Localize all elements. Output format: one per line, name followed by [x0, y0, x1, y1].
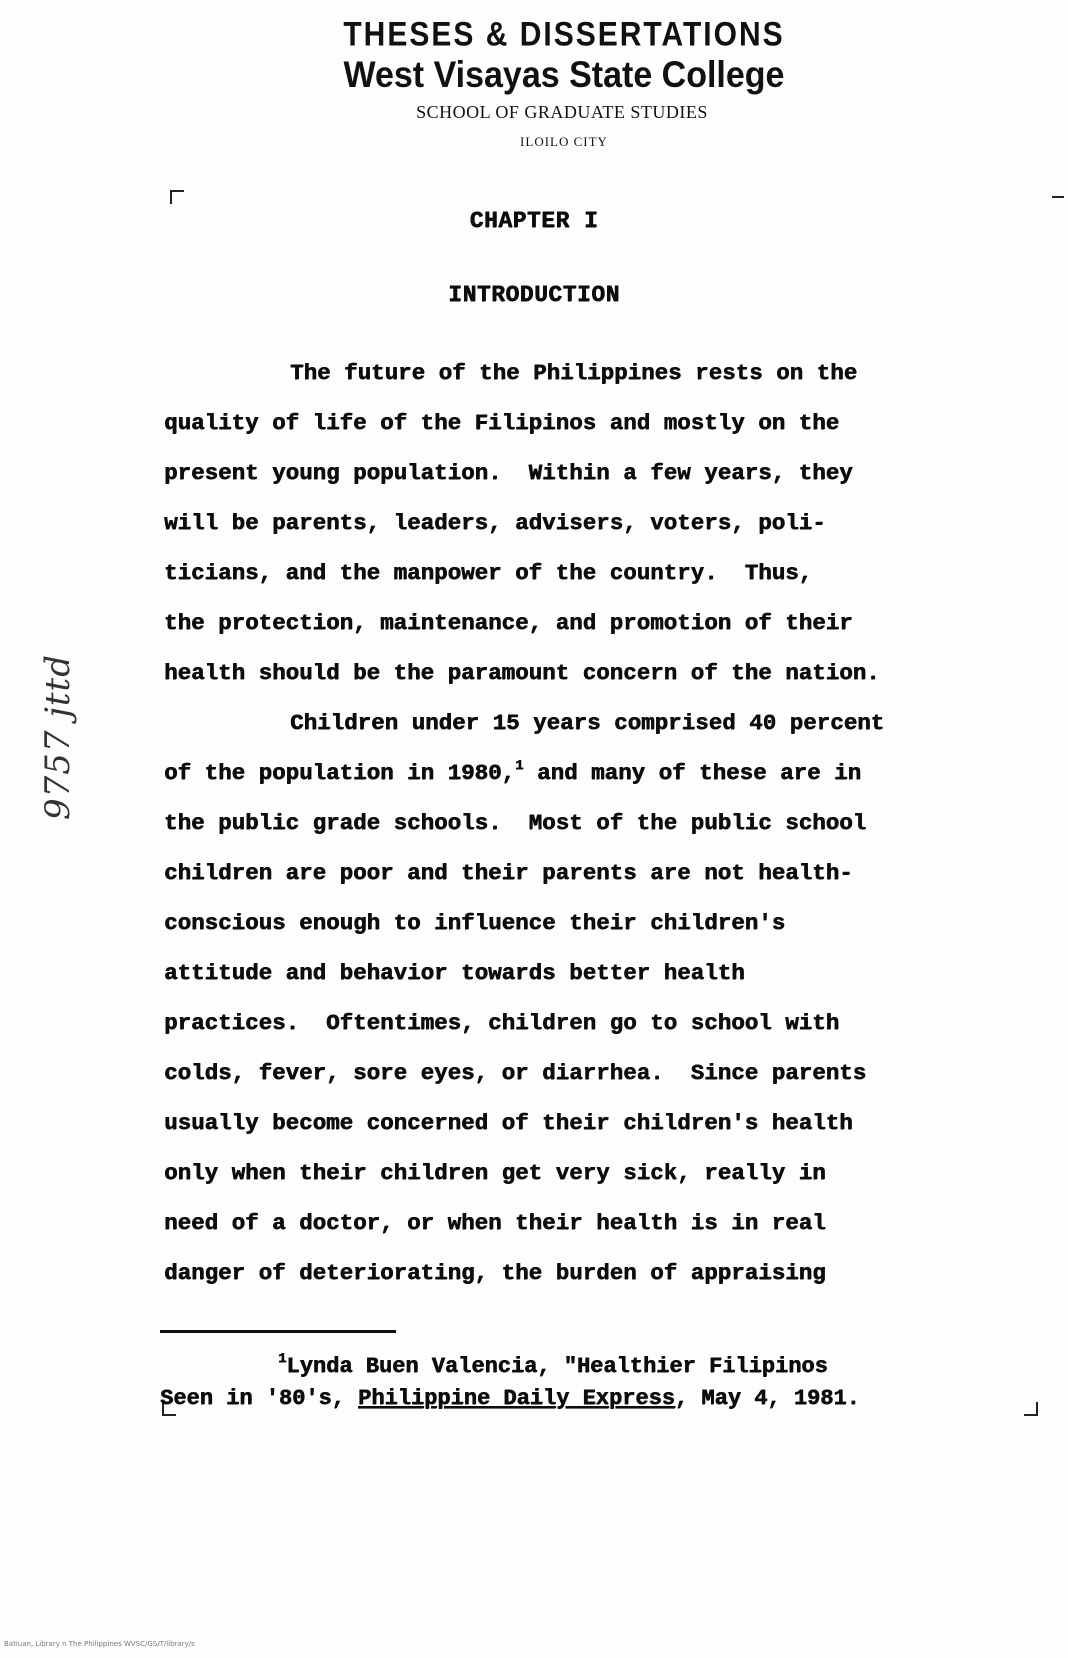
footnote-line [160, 1352, 980, 1384]
body-line: ticians, and the manpower of the country. Thus, [164, 560, 813, 586]
body-line-with-footnote-ref [164, 758, 964, 808]
corner-mark-bottom-right [1024, 1402, 1038, 1416]
body-line: will be parents, leaders, advisers, voters, poli- [164, 510, 826, 536]
footnote-number: 1 [278, 1351, 287, 1367]
body-line: need of a doctor, or when their health is in real [164, 1210, 826, 1236]
footnote-text: Seen in '80's, [160, 1386, 345, 1411]
city-name: ILOILO CITY [520, 134, 608, 149]
body-line: only when their children get very sick, really in [164, 1160, 826, 1186]
margin-dash-right [1052, 196, 1064, 198]
body-line: danger of deteriorating, the burden of appraising [164, 1260, 826, 1286]
scan-footer-text: Batiuan, Library n The Philippines WVSC/GS/T/library/s [4, 1640, 195, 1648]
collection-heading: THESES & DISSERTATIONS [343, 15, 785, 54]
body-line: present young population. Within a few years, they [164, 460, 853, 486]
body-line-part: of the population in 1980, [164, 760, 516, 786]
body-line: usually become concerned of their children's health [164, 1110, 853, 1136]
chapter-title: CHAPTER I [469, 208, 599, 234]
footnote-source-title: Philippine Daily Express [358, 1386, 675, 1411]
handwritten-margin-note: 9757 jttd [38, 654, 78, 820]
body-line: Children under 15 years comprised 40 percent [290, 710, 885, 736]
section-title: INTRODUCTION [448, 282, 620, 308]
body-line: quality of life of the Filipinos and mostly on the [164, 410, 840, 436]
body-line-part: and many of these are in [523, 760, 862, 786]
body-line: attitude and behavior towards better health [164, 960, 745, 986]
body-line: the protection, maintenance, and promotion of their [164, 610, 853, 636]
body-line: children are poor and their parents are not health- [164, 860, 853, 886]
body-line: The future of the Philippines rests on the [290, 360, 858, 386]
footnote [160, 1352, 980, 1416]
body-line: colds, fever, sore eyes, or diarrhea. Since parents [164, 1060, 867, 1086]
body-line: conscious enough to influence their children's [164, 910, 786, 936]
body-line: the public grade schools. Most of the public school [164, 810, 867, 836]
school-name: SCHOOL OF GRADUATE STUDIES [416, 102, 708, 122]
footnote-line [160, 1384, 980, 1416]
college-name: West Visayas State College [343, 54, 785, 96]
footnote-reference: 1 [515, 758, 524, 774]
footnote-text: Lynda Buen Valencia, "Healthier Filipinos [286, 1354, 828, 1379]
footnote-text: , May 4, 1981. [674, 1386, 860, 1411]
body-line: health should be the paramount concern of the nation. [164, 660, 880, 686]
body-line: practices. Oftentimes, children go to school with [164, 1010, 840, 1036]
footnote-separator [160, 1330, 396, 1333]
corner-mark-top-left [170, 190, 184, 204]
body-text [164, 358, 964, 1308]
